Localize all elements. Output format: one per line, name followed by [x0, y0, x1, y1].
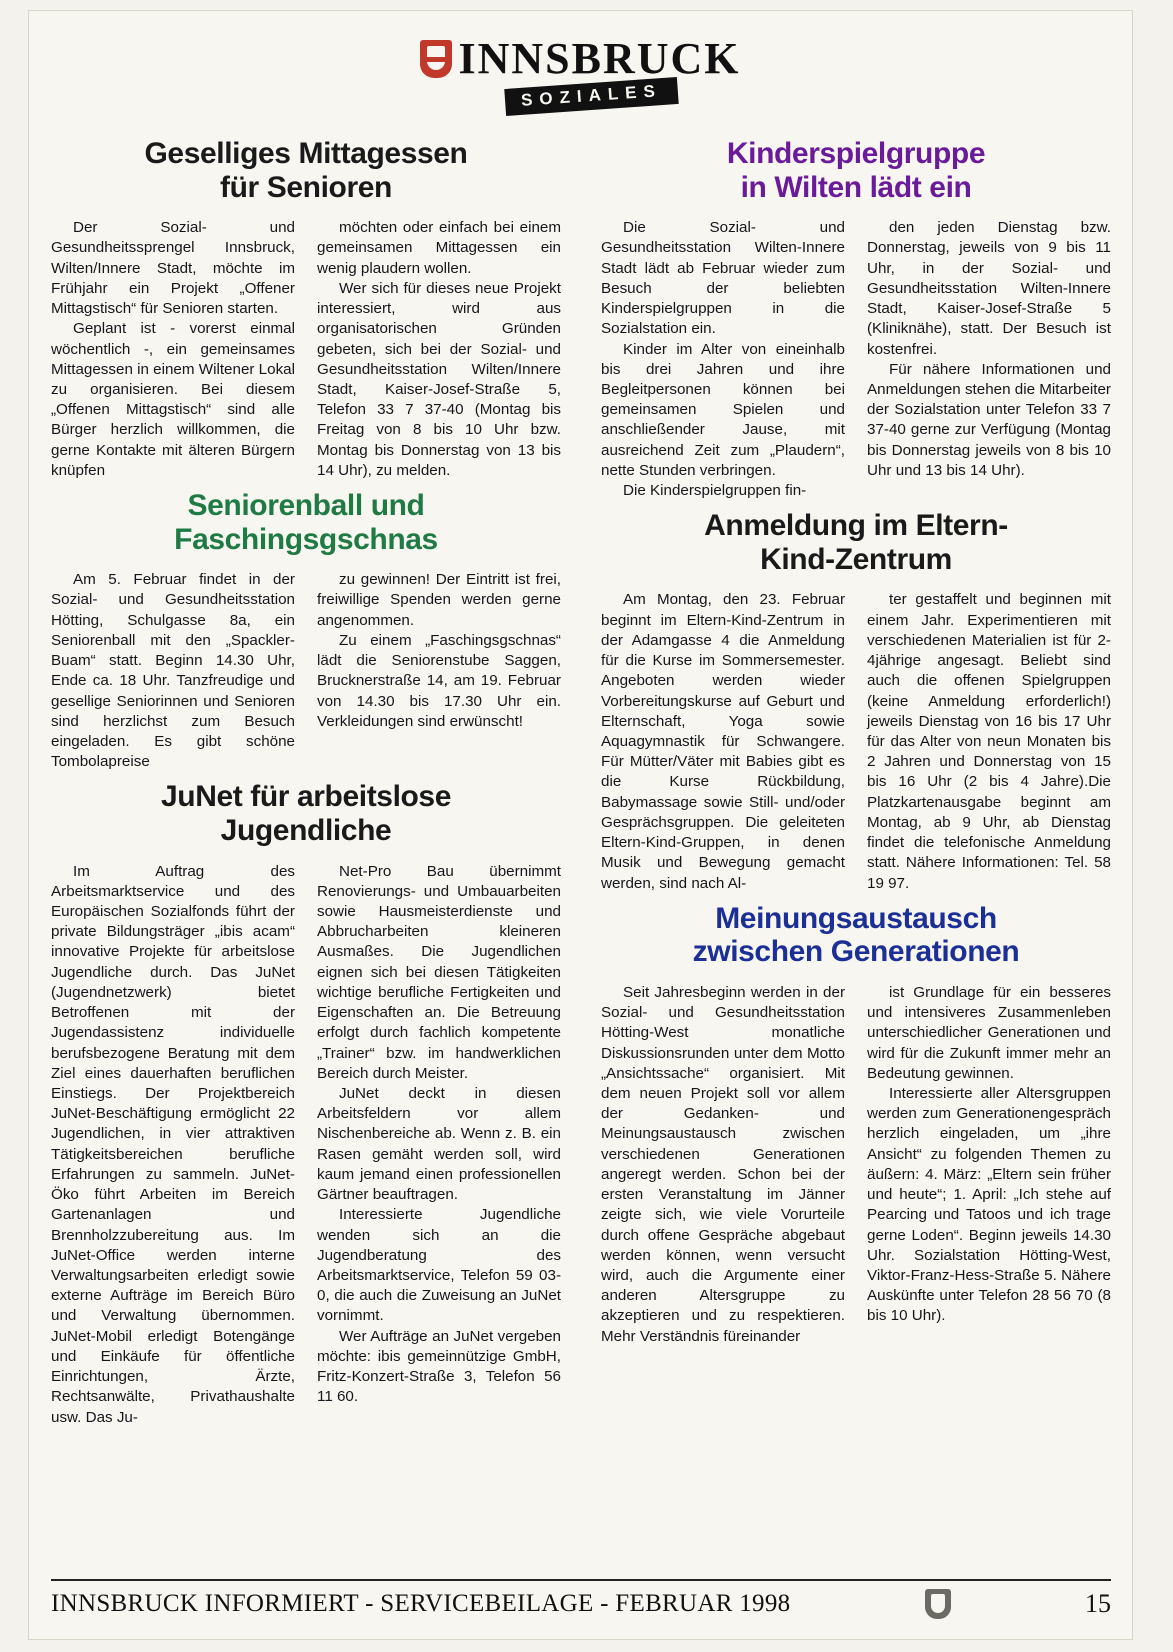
paragraph: Im Auftrag des Arbeitsmarktservice und des Europäischen Sozialfonds führt der private Bildungsträger „ibis acam“ innovative Projekte für arbeitslose Jugendliche durch. Das JuNet (Jugendnetzwerk) bietet Betroffenen mit der Jugendassistenz individuelle berufsbezogene Beratung mit dem Ziel eines dauerhaften beruflichen Einstiegs. Der Projektbereich JuNet-Beschäftigung ermöglicht 22 Jugendlichen, in vier attraktiven Tätigkeitsbereichen berufliche Erfahrungen zu sammeln. JuNet-Öko führt Arbeiten im Bereich Gartenanlagen und Brennholzzubereitung aus. Im JuNet-Office werden interne Verwaltungsarbeiten erledigt sowie externe Aufträge im Bereich Büro und Verwaltung übernommen. JuNet-Mobil erledigt Botengänge und Einkäufe für öffentliche Einrichtungen, Ärzte, Rechtsanwälte, Privathaushalte usw. Das Ju- — [51, 862, 295, 1426]
right-column — [601, 129, 1111, 1434]
paragraph: Seit Jahresbeginn werden in der Sozial- und Gesundheitsstation Hötting-West monatliche Diskussionsrunden unter dem Motto „Ansichtssache“ organisiert. Mit dem neuen Projekt soll vor allem der Gedanken- und Meinungsaustausch zwischen verschiedenen Generationen angeregt werden. Schon bei der ersten Veranstaltung im Jänner zeigte sich, wie viele Vorurteile durch offene Gespräche abgebaut werden können, wenn versucht wird, auch die Argumente einer anderen Altersgruppe zu akzeptieren und zu respektieren. Mehr Verständnis füreinander — [601, 983, 845, 1345]
article-title — [601, 509, 1111, 576]
paragraph: Net-Pro Bau übernimmt Renovierungs- und Umbauarbeiten sowie Hausmeisterdienste und Abbrucharbeiten kleineren Ausmaßes. Die Jugendlichen eignen sich bei diesen Tätigkeiten wichtige berufliche Fertigkeiten und Eigenschaften an. Die Betreuung erfolgt durch fachlich kompetente „Trainer“ bzw. im handwerklichen Bereich durch Meister. — [317, 862, 561, 1082]
page-inner — [28, 10, 1133, 1640]
paragraph: den jeden Dienstag bzw. Donnerstag, jeweils von 9 bis 11 Uhr, in der Sozial- und Gesundheitsstation Wilten-Innere Stadt, Kaiser-Josef-Straße 5 (Kliniknähe), statt. Der Besuch ist kostenfrei. — [867, 219, 1111, 358]
paragraph: Am 5. Februar findet in der Sozial- und Gesundheitsstation Hötting, Schulgasse 8a, ein Seniorenball mit den „Spackler-Buam“ statt. Beginn 14.30 Uhr, Ende ca. 18 Uhr. Tanzfreudige und gesellige Seniorinnen und Senioren sind herzlichst zum Besuch eingeladen. Es gibt schöne Tombolapreise — [51, 571, 295, 771]
article-title-line2: in Wilten lädt ein — [740, 170, 972, 204]
paragraph: Wer Aufträge an JuNet vergeben möchte: ibis gemeinnützige GmbH, Fritz-Konzert-Straße 3, Telefon 56 11 60. — [317, 1327, 561, 1406]
article-column-2 — [317, 862, 561, 1428]
paragraph: ter gestaffelt und beginnen mit einem Jahr. Experimentieren mit verschiedenen Materialien ist für 2-4jährige angesagt. Beliebt sind auch die offenen Spielgruppen (keine Anmeldung erforderlich!) jeweils Dienstag von 16 bis 17 Uhr für das Alter von neun Monaten bis 2 Jahren und Donnerstag von 15 bis 16 Uhr (2 bis 4 Jahre).Die Platzkartenausgabe beginnt am Montag, ab 9 Uhr, ab Dienstag findet die telefonische Anmeldung statt. Nähere Informationen: Tel. 58 19 97. — [867, 591, 1111, 892]
article-title — [601, 902, 1111, 969]
article-title — [51, 137, 561, 204]
paragraph: Der Sozial- und Gesundheitssprengel Innsbruck, Wilten/Innere Stadt, möchte im Frühjahr ein Projekt „Offener Mittagstisch“ für Senioren starten. — [51, 219, 295, 318]
article-title-line2: Jugendliche — [220, 814, 392, 847]
innsbruck-crest-icon — [420, 40, 452, 78]
page-content — [51, 129, 1111, 1434]
article-column-2 — [867, 218, 1111, 501]
paragraph: Zu einem „Faschingsgschnas“ lädt die Seniorenstube Saggen, Brucknerstraße 14, am 19. Februar von 14.30 bis 17.30 Uhr ein. Verkleidungen sind erwünscht! — [317, 631, 561, 730]
article-column-2 — [317, 570, 561, 772]
article-column-2 — [867, 590, 1111, 893]
page-number: 15 — [1084, 1589, 1111, 1618]
article-title-line1: Kinderspielgruppe — [726, 137, 986, 170]
article-title-line2: Faschingsgschnas — [174, 522, 438, 556]
article-geselliges-mittagessen — [51, 137, 561, 481]
paragraph: möchten oder einfach bei einem gemeinsamen Mittagessen ein wenig plaudern wollen. — [317, 219, 561, 277]
article-title-line1: Geselliges Mittagessen — [144, 137, 468, 170]
masthead — [29, 11, 1132, 123]
article-eltern-kind-zentrum — [601, 509, 1111, 893]
paragraph: Kinder im Alter von eineinhalb bis drei Jahren und ihre Begleitpersonen können bei gemeinsamen Spielen und anschließender Jause, mit ausreichend Zeit zum „Plaudern“, nette Stunden verbringen. — [601, 340, 845, 479]
paragraph: Geplant ist - vorerst einmal wöchentlich -, ein gemeinsames Mittagessen in einem Wiltener Lokal zu organisieren. Bei diesem „Offenen Mittagstisch“ sind alle Bürger herzlich willkommen, die gerne Kontakte mit älteren Bürgern knüpfen — [51, 320, 295, 479]
article-title-line2: für Senioren — [220, 170, 392, 204]
paragraph: Die Kinderspielgruppen fin- — [623, 482, 807, 500]
paragraph: Interessierte aller Altersgruppen werden zum Generationengespräch herzlich eingeladen, um „ihre Ansicht“ zu folgenden Themen zu äußern: 4. März: „Eltern sein früher und heute“; 1. April: „Ich stehe auf Pearcing und Tatoos und ich trage gerne Loden“. Beginn jeweils 14.30 Uhr. Sozialstation Hötting-West, Viktor-Franz-Hess-Straße 5. Nähere Auskünfte unter Telefon 28 56 70 (8 bis 10 Uhr). — [867, 1085, 1111, 1325]
article-title-line1: Seniorenball und — [187, 489, 425, 523]
article-title-line1: JuNet für arbeitslose — [160, 780, 452, 814]
article-column-1 — [51, 570, 295, 772]
article-kinderspielgruppe — [601, 137, 1111, 501]
paragraph: Die Sozial- und Gesundheitsstation Wilten-Innere Stadt lädt ab Februar wieder zum Besuch der beliebten Kinderspielgruppen in die Sozialstation ein. — [601, 219, 845, 338]
paragraph: Für nähere Informationen und Anmeldungen stehen die Mitarbeiter der Sozialstation unter Telefon 33 7 37-40 gerne zur Verfügung (Montag bis Donnerstag jeweils von 8 bis 10 Uhr und 13 bis 14 Uhr). — [867, 360, 1111, 479]
innsbruck-crest-small-icon — [925, 1589, 951, 1619]
article-column-1 — [51, 218, 295, 481]
article-column-2 — [317, 218, 561, 481]
article-column-1 — [601, 218, 845, 501]
article-seniorenball — [51, 489, 561, 772]
masthead-wordmark: INNSBRUCK — [458, 34, 741, 83]
article-column-1 — [601, 983, 845, 1347]
paragraph: Interessierte Jugendliche wenden sich an die Jugendberatung des Arbeitsmarktservice, Telefon 59 03-0, die auch die Zuweisung an JuNet vornimmt. — [317, 1206, 561, 1325]
paragraph: ist Grundlage für ein besseres und intensiveres Zusammenleben unterschiedlicher Generationen und wird für die Zukunft immer mehr an Bedeutung gewinnen. — [867, 983, 1111, 1082]
left-column — [51, 129, 561, 1434]
masthead-section-label: SOZIALES — [505, 77, 679, 116]
article-title-line1: Anmeldung im Eltern- — [704, 509, 1008, 543]
paragraph: JuNet deckt in diesen Arbeitsfeldern vor allem Nischenbereiche ab. Wenn z. B. ein Rasen gemäht werden soll, wird kaum jemand einen professionellen Gärtner beauftragen. — [317, 1085, 561, 1204]
masthead-wrap — [420, 34, 741, 110]
article-title — [601, 137, 1111, 204]
article-title-line2: Kind-Zentrum — [760, 542, 952, 576]
article-title — [51, 780, 561, 847]
page-footer — [51, 1579, 1111, 1619]
article-junet — [51, 780, 561, 1427]
article-title — [51, 489, 561, 556]
paragraph: zu gewinnen! Der Eintritt ist frei, freiwillige Spenden werden gerne angenommen. — [317, 571, 561, 629]
article-title-line2: zwischen Generationen — [692, 935, 1020, 969]
article-column-1 — [601, 590, 845, 893]
paragraph: Wer sich für dieses neue Projekt interessiert, wird aus organisatorischen Gründen gebeten, sich bei der Sozial- und Gesundheitsstation Wilten/Innere Stadt, Kaiser-Josef-Straße 5, Telefon 33 7 37-40 (Montag bis Freitag von 8 bis 10 Uhr bzw. Montag bis Donnerstag von 13 bis 14 Uhr), zu melden. — [317, 279, 561, 479]
footer-title: INNSBRUCK INFORMIERT - SERVICEBEILAGE - FEBRUAR 1998 — [51, 1590, 791, 1617]
article-column-2 — [867, 983, 1111, 1347]
article-title-line1: Meinungsaustausch — [715, 901, 997, 935]
article-column-1 — [51, 862, 295, 1428]
article-meinungsaustausch — [601, 902, 1111, 1347]
paragraph: Am Montag, den 23. Februar beginnt im Eltern-Kind-Zentrum in der Adamgasse 4 die Anmeldung für die Kurse im Sommersemester. Angeboten werden wieder Vorbereitungskurse auf Geburt und Elternschaft, Yoga sowie Aquagymnastik für Schwangere. Für Mütter/Väter mit Babies gibt es die Kurse Rückbildung, Babymassage sowie Still- und/oder Gesprächsgruppen. Die geleiteten Eltern-Kind-Gruppen, in denen Musik und Bewegung gemacht werden, sind nach Al- — [601, 591, 845, 892]
